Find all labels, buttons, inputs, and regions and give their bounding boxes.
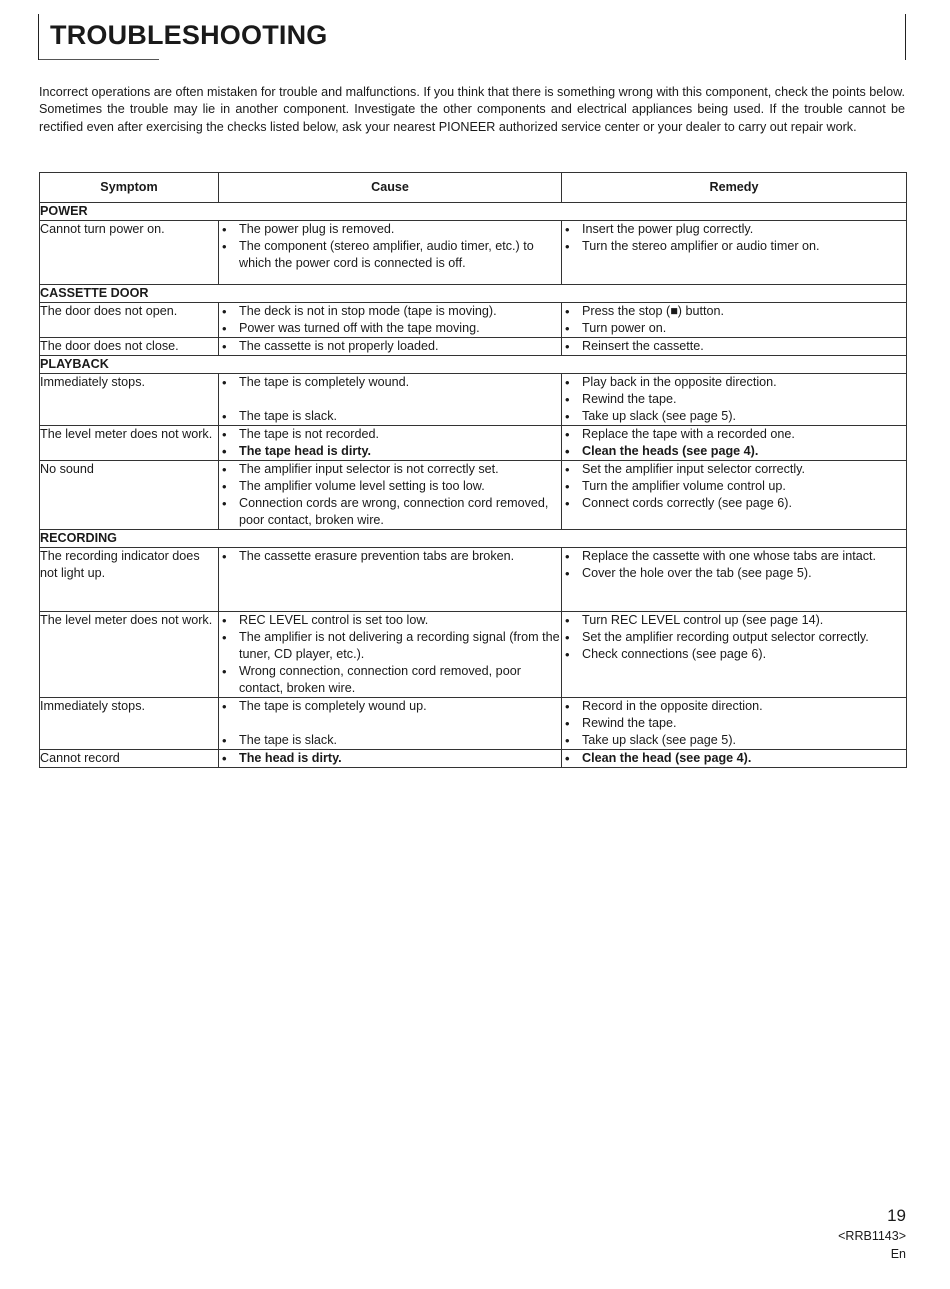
remedy-cell: [562, 612, 907, 698]
section-title: PLAYBACK: [40, 356, 907, 374]
remedy-item: • Turn the stereo amplifier or audio timer on.: [562, 238, 906, 255]
language-code: En: [890, 1247, 906, 1261]
table-row: [40, 698, 907, 750]
remedy-cell: [562, 374, 907, 426]
remedy-header: Remedy: [562, 173, 907, 203]
remedy-cell: [562, 426, 907, 461]
cause-item: • The tape is slack.: [219, 732, 561, 749]
remedy-item: • Play back in the opposite direction.: [562, 374, 906, 391]
remedy-item: • Set the amplifier recording output selector correctly.: [562, 629, 906, 646]
page-number: 19: [887, 1206, 906, 1225]
remedy-item: • Clean the heads (see page 4).: [562, 443, 906, 460]
cause-item: • The head is dirty.: [219, 750, 561, 767]
table-row: [40, 221, 907, 285]
remedy-item: • Connect cords correctly (see page 6).: [562, 495, 906, 512]
cause-cell: [219, 461, 562, 530]
symptom-cell: The level meter does not work.: [40, 426, 219, 461]
table-row: [40, 374, 907, 426]
symptom-cell: Immediately stops.: [40, 698, 219, 750]
symptom-cell: The level meter does not work.: [40, 612, 219, 698]
table-row: [40, 548, 907, 612]
cause-item: • The amplifier input selector is not correctly set.: [219, 461, 561, 478]
cause-header: Cause: [219, 173, 562, 203]
remedy-item: • Cover the hole over the tab (see page 5).: [562, 565, 906, 582]
cause-cell: [219, 612, 562, 698]
cause-item: • The amplifier volume level setting is too low.: [219, 478, 561, 495]
remedy-cell: [562, 461, 907, 530]
cause-item: • Wrong connection, connection cord removed, poor contact, broken wire.: [219, 663, 561, 697]
cause-item: • The tape is slack.: [219, 408, 561, 425]
remedy-cell: [562, 698, 907, 750]
model-code: <RRB1143>: [838, 1229, 906, 1243]
remedy-item: • Rewind the tape.: [562, 391, 906, 408]
cause-item: • The cassette is not properly loaded.: [219, 338, 561, 355]
symptom-cell: The door does not open.: [40, 303, 219, 338]
remedy-item: • Replace the cassette with one whose tabs are intact.: [562, 548, 906, 565]
cause-item: • The power plug is removed.: [219, 221, 561, 238]
section-title: RECORDING: [40, 530, 907, 548]
table-row: [40, 338, 907, 356]
remedy-cell: [562, 303, 907, 338]
section-row-playback: [40, 356, 907, 374]
remedy-item: • Check connections (see page 6).: [562, 646, 906, 663]
symptom-cell: No sound: [40, 461, 219, 530]
cause-item: • The tape is completely wound up.: [219, 698, 561, 715]
remedy-item: • Record in the opposite direction.: [562, 698, 906, 715]
section-row-power: [40, 203, 907, 221]
section-row-recording: [40, 530, 907, 548]
symptom-cell: Cannot record: [40, 750, 219, 768]
cause-item: • Connection cords are wrong, connection cord removed, poor contact, broken wire.: [219, 495, 561, 529]
remedy-cell: [562, 221, 907, 285]
table-row: [40, 750, 907, 768]
section-row-cassette-door: [40, 285, 907, 303]
symptom-cell: Immediately stops.: [40, 374, 219, 426]
cause-item: • The cassette erasure prevention tabs are broken.: [219, 548, 561, 565]
remedy-item: • Clean the head (see page 4).: [562, 750, 906, 767]
cause-cell: [219, 750, 562, 768]
cause-cell: [219, 374, 562, 426]
remedy-cell: [562, 548, 907, 612]
cause-item: • The amplifier is not delivering a recording signal (from the tuner, CD player, etc.).: [219, 629, 561, 663]
remedy-item: • Turn the amplifier volume control up.: [562, 478, 906, 495]
remedy-item: • Take up slack (see page 5).: [562, 408, 906, 425]
intro-paragraph: Incorrect operations are often mistaken for trouble and malfunctions. If you think that there is something wrong with this component, check the points below. Sometimes the trouble may lie in another component. Investigate the other components and electrical appliances being used. If the trouble cannot be rectified even after exercising the checks listed below, ask your nearest PIONEER authorized service center or your dealer to carry out repair work.: [39, 85, 905, 134]
table-row: [40, 303, 907, 338]
remedy-cell: [562, 338, 907, 356]
table-row: [40, 461, 907, 530]
symptom-cell: Cannot turn power on.: [40, 221, 219, 285]
symptom-cell: The recording indicator does not light up.: [40, 548, 219, 612]
remedy-item: • Turn REC LEVEL control up (see page 14).: [562, 612, 906, 629]
symptom-header: Symptom: [40, 173, 219, 203]
header-rule: [39, 59, 159, 60]
symptom-cell: The door does not close.: [40, 338, 219, 356]
troubleshooting-table: [39, 172, 907, 768]
remedy-item: • Insert the power plug correctly.: [562, 221, 906, 238]
cause-cell: [219, 426, 562, 461]
cause-item: • Power was turned off with the tape moving.: [219, 320, 561, 337]
section-title: CASSETTE DOOR: [40, 285, 907, 303]
cause-item: • The tape head is dirty.: [219, 443, 561, 460]
cause-item: • The tape is completely wound.: [219, 374, 561, 391]
cause-cell: [219, 338, 562, 356]
cause-item: • The deck is not in stop mode (tape is moving).: [219, 303, 561, 320]
cause-cell: [219, 303, 562, 338]
remedy-item: • Press the stop (■) button.: [562, 303, 906, 320]
remedy-item: • Reinsert the cassette.: [562, 338, 906, 355]
remedy-item: • Set the amplifier input selector correctly.: [562, 461, 906, 478]
remedy-cell: [562, 750, 907, 768]
cause-item: • REC LEVEL control is set too low.: [219, 612, 561, 629]
remedy-item: • Rewind the tape.: [562, 715, 906, 732]
remedy-item: • Replace the tape with a recorded one.: [562, 426, 906, 443]
remedy-item: • Turn power on.: [562, 320, 906, 337]
table-header-row: [40, 173, 907, 203]
remedy-item: • Take up slack (see page 5).: [562, 732, 906, 749]
cause-item: • The component (stereo amplifier, audio timer, etc.) to which the power cord is connected is off.: [219, 238, 561, 272]
section-title: POWER: [40, 203, 907, 221]
table-row: [40, 426, 907, 461]
cause-cell: [219, 698, 562, 750]
cause-cell: [219, 548, 562, 612]
table-row: [40, 612, 907, 698]
cause-item: • The tape is not recorded.: [219, 426, 561, 443]
page-title: TROUBLESHOOTING: [50, 20, 328, 50]
cause-cell: [219, 221, 562, 285]
